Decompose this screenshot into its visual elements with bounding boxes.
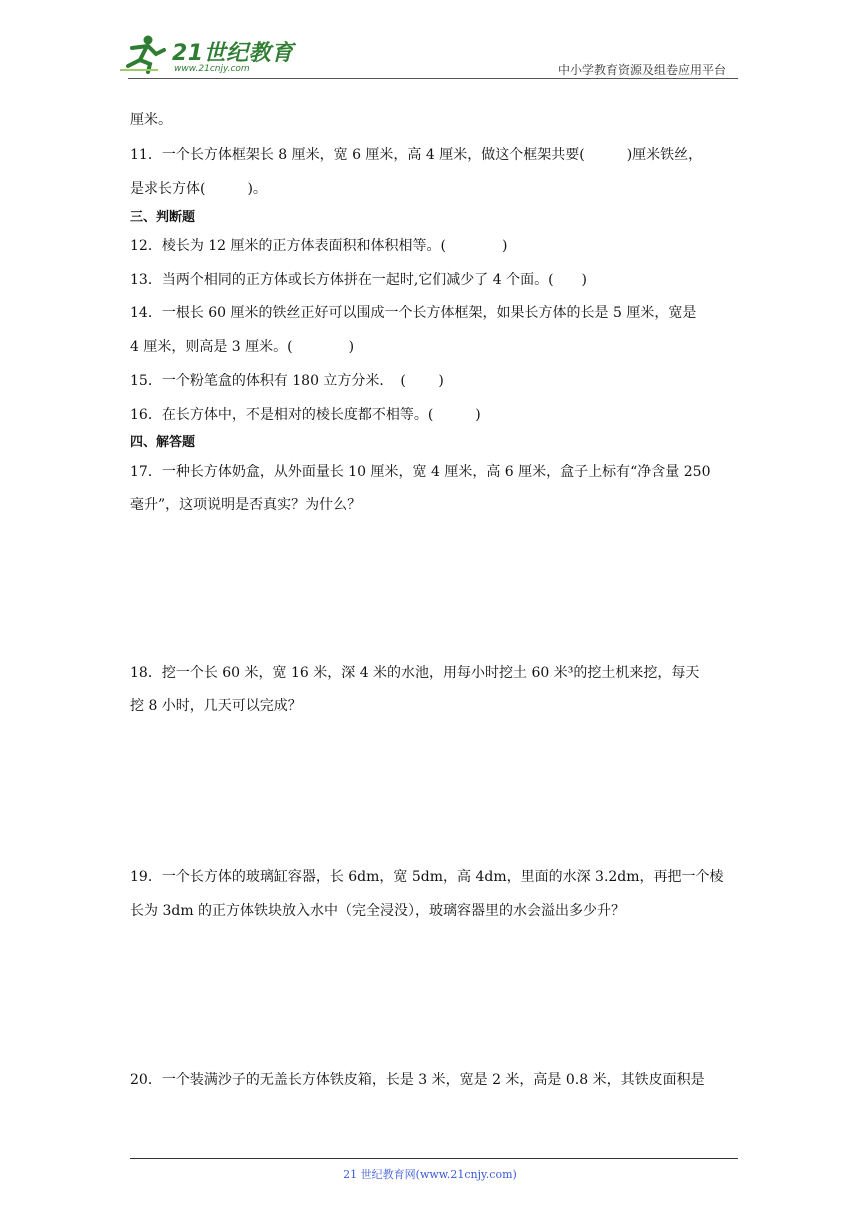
- question-18-line-2: 挖 8 小时，几天可以完成？: [130, 698, 302, 714]
- section-heading-judgement: 三、判断题: [130, 210, 196, 225]
- platform-name: 中小学教育资源及组卷应用平台: [557, 63, 726, 77]
- question-14-line-2: 4 厘米，则高是 3 厘米。( ): [130, 339, 355, 355]
- header-divider: [128, 78, 738, 79]
- footer-link[interactable]: 21 世纪教育网(www.21cnjy.com): [343, 1168, 517, 1181]
- text-line: 厘米。: [130, 112, 172, 128]
- runner-icon: [118, 34, 170, 74]
- question-14-line-1: 14．一根长 60 厘米的铁丝正好可以围成一个长方体框架，如果长方体的长是 5 厘米，宽是: [130, 305, 697, 321]
- question-20-line-1: 20．一个装满沙子的无盖长方体铁皮箱，长是 3 米，宽是 2 米，高是 0.8 米，其铁皮面积是: [130, 1072, 705, 1088]
- question-12: 12．棱长为 12 厘米的正方体表面积和体积相等。( ): [130, 238, 508, 254]
- question-16: 16．在长方体中，不是相对的棱长度都不相等。( ): [130, 407, 481, 423]
- question-15: 15．一个粉笔盒的体积有 180 立方分米． ( ): [130, 373, 444, 389]
- section-heading-problems: 四、解答题: [130, 435, 196, 450]
- question-19-line-1: 19．一个长方体的玻璃缸容器，长 6dm，宽 5dm，高 4dm，里面的水深 3.2dm，再把一个棱: [130, 869, 724, 885]
- footer-divider: [130, 1158, 738, 1159]
- question-11-line-1: 11．一个长方体框架长 8 厘米，宽 6 厘米，高 4 厘米，做这个框架共要( )厘米铁丝，: [130, 147, 703, 163]
- logo-title: 21世纪教育: [172, 41, 294, 66]
- page-header: [118, 28, 738, 80]
- question-18-line-1: 18．挖一个长 60 米，宽 16 米，深 4 米的水池，用每小时挖土 60 米³的挖土机来挖，每天: [130, 665, 700, 681]
- question-11-line-2: 是求长方体( )。: [130, 181, 267, 197]
- site-logo[interactable]: [118, 28, 298, 78]
- question-19-line-2: 长为 3dm 的正方体铁块放入水中（完全浸没），玻璃容器里的水会溢出多少升？: [130, 903, 626, 919]
- question-17-line-2: 毫升”，这项说明是否真实？为什么？: [130, 497, 362, 513]
- question-13: 13．当两个相同的正方体或长方体拼在一起时,它们减少了 4 个面。( ): [130, 272, 587, 288]
- question-17-line-1: 17．一种长方体奶盒，从外面量长 10 厘米，宽 4 厘米，高 6 厘米，盒子上标有“净含量 250: [130, 464, 711, 480]
- logo-url: www.21cnjy.com: [174, 64, 250, 74]
